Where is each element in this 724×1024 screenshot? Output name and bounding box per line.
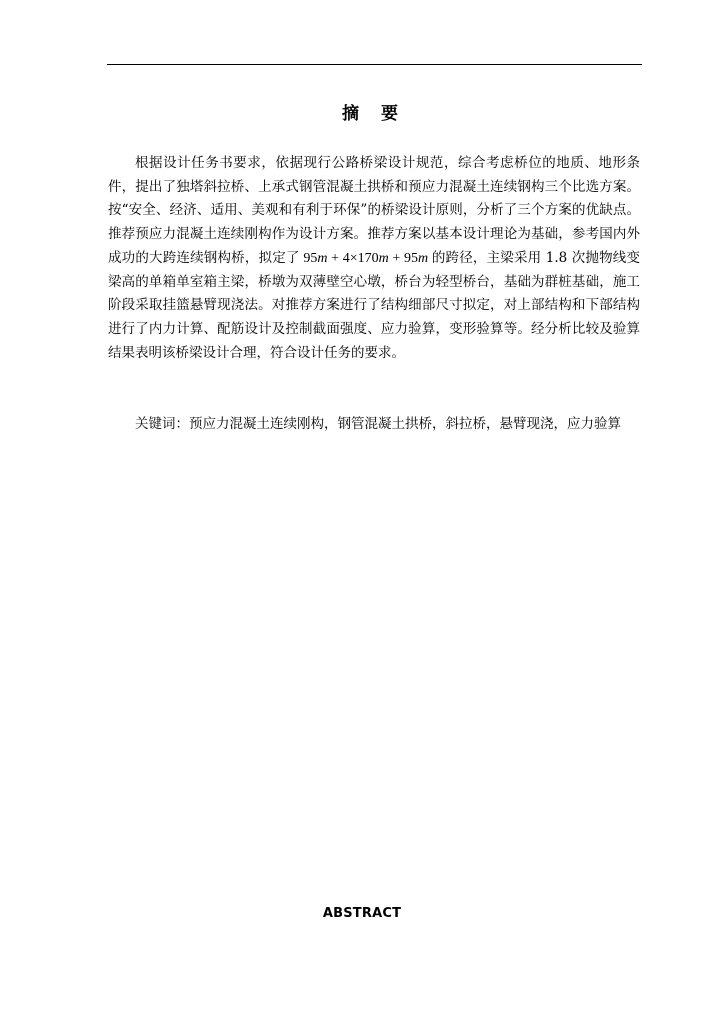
abstract-english-title: ABSTRACT — [322, 906, 402, 921]
keywords-text: 预应力混凝土连续刚构，钢管混凝土拱桥，斜拉桥，悬臂现浇，应力验算 — [189, 416, 621, 432]
span-formula-unit-1: m — [317, 250, 328, 266]
keywords-label: 关键词： — [135, 416, 189, 432]
abstract-body-part2: 的跨径，主梁采用 1.8 次抛物线变梁高的单箱单室箱主梁，桥墩为双薄壁空心墩，桥台为轻型桥台，基础为群桩基础，施工阶段采取挂篮悬臂现浇法。对推荐方案进行了结构细部尺寸拟定，对上部结构和下部结构进行了内力计算、配筋设计及控制截面强度、应力验算，变形验算等。经分析比较及验算结果表明该桥梁设计合理，符合设计任务的要求。 — [108, 249, 640, 361]
span-formula-unit-3: m — [418, 250, 429, 266]
span-formula-end: + 95 — [388, 250, 419, 266]
span-formula-mid: + 4×170 — [327, 250, 379, 266]
header-rule — [107, 64, 642, 65]
abstract-body-part1: 根据设计任务书要求，依据现行公路桥梁设计规范，综合考虑桥位的地质、地形条件，提出了独塔斜拉桥、上承式钢管混凝土拱桥和预应力混凝土连续钢构三个比选方案。按“安全、经济、适用、美观和有利于环保”的桥梁设计原则，分析了三个方案的优缺点。推荐预应力混凝土连续刚构作为设计方案。推荐方案以基本设计理论为基础，参考国内外成功的大跨连续钢构桥，拟定了 — [108, 155, 640, 266]
span-formula-a: 95 — [303, 250, 318, 266]
span-formula-unit-2: m — [378, 250, 389, 266]
page-title: 摘 要 — [342, 104, 406, 124]
keywords-paragraph — [108, 413, 640, 437]
abstract-body — [108, 152, 640, 365]
span-formula — [300, 251, 432, 266]
